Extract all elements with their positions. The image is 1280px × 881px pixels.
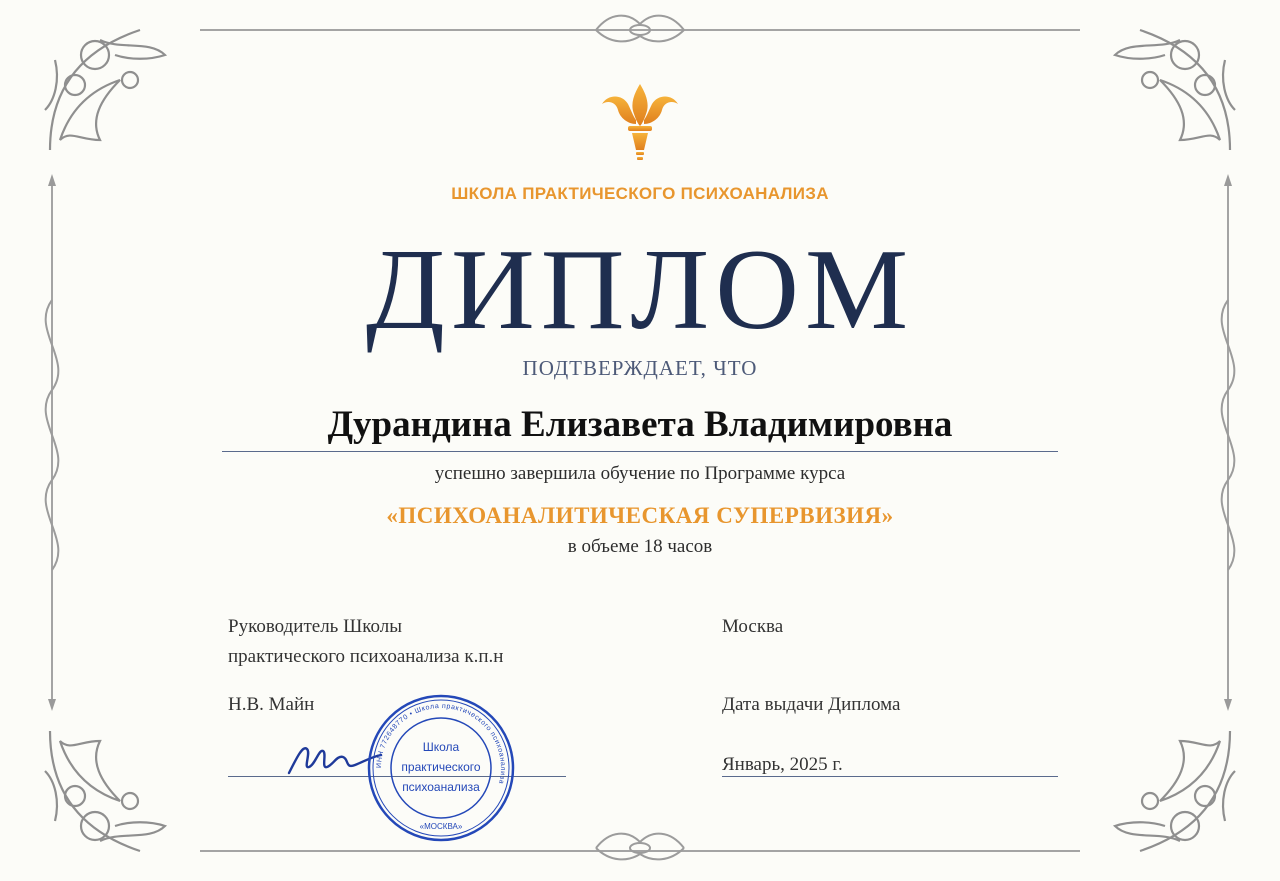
recipient-name: Дурандина Елизавета Владимировна [327,404,953,445]
course-name: «ПСИХОАНАЛИТИЧЕСКАЯ СУПЕРВИЗИЯ» [386,503,894,528]
city: Москва [722,616,784,637]
school-stamp [362,693,520,843]
name-underline [222,451,1058,452]
svg-text:психоанализа: психоанализа [402,780,480,794]
document-title: ДИПЛОМ [365,226,915,354]
director-title-line1: Руководитель Школы [228,616,403,637]
svg-text:практического: практического [401,760,481,774]
svg-text:ИНН 772648770 • Школа практиче: ИНН 772648770 • Школа практического психоанализа [375,702,507,785]
director-title-line2: практического психоанализа к.п.н [228,646,504,667]
school-logo-icon [600,80,680,164]
organization-name: ШКОЛА ПРАКТИЧЕСКОГО ПСИХОАНАЛИЗА [451,184,829,203]
date-line [722,776,1058,777]
issue-date: Январь, 2025 г. [722,754,843,775]
issue-date-label: Дата выдачи Диплома [722,694,901,715]
director-name: Н.В. Майн [228,694,315,715]
volume-text: в объеме 18 часов [567,536,713,557]
confirms-text: ПОДТВЕРЖДАЕТ, ЧТО [522,356,758,380]
svg-text:Школа: Школа [422,740,460,754]
svg-text:«МОСКВА»: «МОСКВА» [419,822,463,831]
completion-text: успешно завершила обучение по Программе курса [434,463,846,484]
